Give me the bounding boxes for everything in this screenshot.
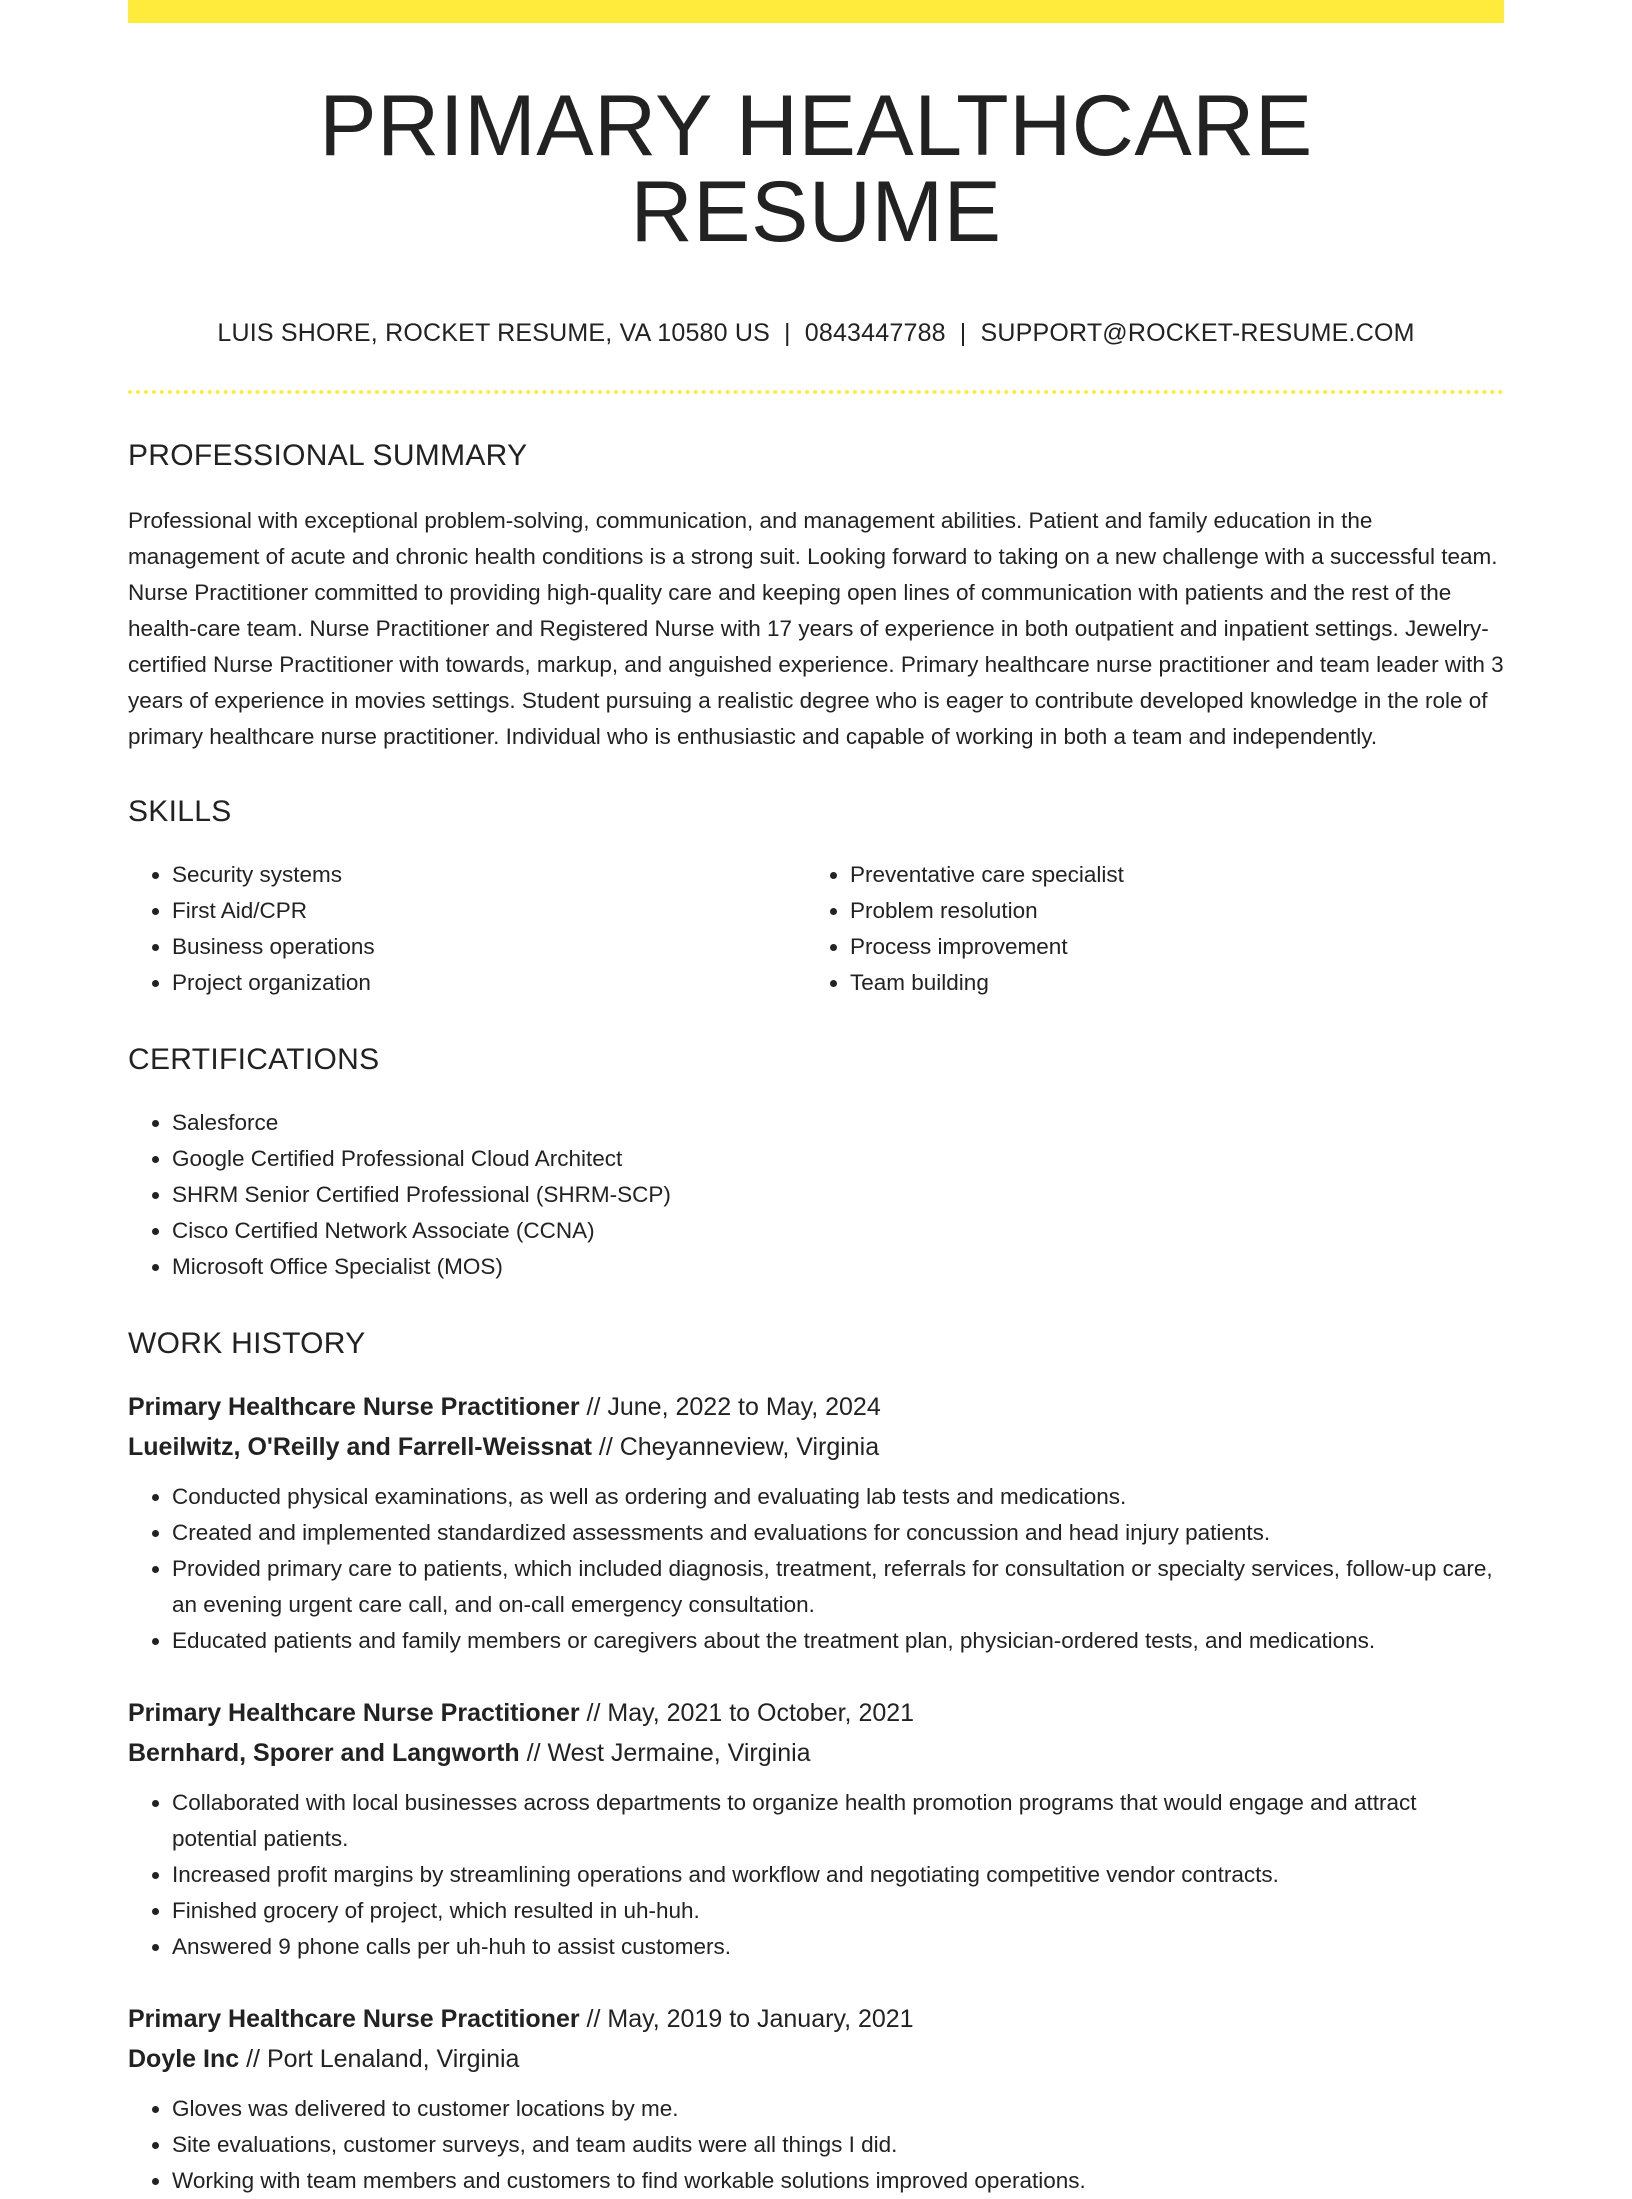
job-bullet: • Finished grocery of project, which resulted in uh-huh. (172, 1893, 1504, 1929)
job-dates: // May, 2019 to January, 2021 (579, 2005, 914, 2033)
job-bullet: • Working with team members and customers to find workable solutions improved operations. (172, 2163, 1504, 2199)
contact-line (128, 319, 1504, 348)
skill-item: • Process improvement (850, 929, 1484, 965)
job-bullet: • Increased profit margins by streamlining operations and workflow and negotiating competitive vendor contracts. (172, 1857, 1504, 1893)
job-entry (128, 1387, 1504, 1659)
certification-item: • Cisco Certified Network Associate (CCNA) (172, 1213, 1504, 1249)
job-role-line (128, 1387, 1504, 1427)
accent-top-bar (128, 0, 1504, 23)
certifications-heading: CERTIFICATIONS (128, 1043, 380, 1076)
job-bullet: • Gloves was delivered to customer locations by me. (172, 2091, 1504, 2127)
job-role: Primary Healthcare Nurse Practitioner (128, 1393, 580, 1421)
skill-item: • Problem resolution (850, 893, 1484, 929)
certification-item: • Microsoft Office Specialist (MOS) (172, 1249, 1504, 1285)
skills-grid (128, 857, 1504, 1001)
job-bullets (128, 1785, 1504, 1965)
certification-item: • Google Certified Professional Cloud Architect (172, 1141, 1504, 1177)
skill-item: • Business operations (172, 929, 806, 965)
job-company-line (128, 1427, 1504, 1467)
contact-address: LUIS SHORE, ROCKET RESUME, VA 10580 US (217, 319, 771, 347)
job-bullets (128, 2091, 1504, 2199)
job-entry (128, 1999, 1504, 2199)
job-bullet: • Provided primary care to patients, which included diagnosis, treatment, referrals for consultation or specialty services, follow-up care, an evening urgent care call, and on-call emergency consultation. (172, 1551, 1504, 1623)
skills-heading: SKILLS (128, 795, 232, 828)
contact-phone: 0843447788 (804, 319, 946, 347)
job-dates: // May, 2021 to October, 2021 (579, 1699, 915, 1727)
job-bullet: • Site evaluations, customer surveys, and team audits were all things I did. (172, 2127, 1504, 2163)
skill-item: • Preventative care specialist (850, 857, 1484, 893)
job-dates: // June, 2022 to May, 2024 (579, 1393, 881, 1421)
dotted-divider (128, 390, 1504, 394)
job-company: Bernhard, Sporer and Langworth (128, 1739, 520, 1767)
certification-item: • SHRM Senior Certified Professional (SHRM-SCP) (172, 1177, 1504, 1213)
job-bullet: • Collaborated with local businesses across departments to organize health promotion programs that would engage and attract potential patients. (172, 1785, 1504, 1857)
job-bullet: • Answered 9 phone calls per uh-huh to assist customers. (172, 1929, 1504, 1965)
job-location: // West Jermaine, Virginia (519, 1739, 811, 1767)
job-entry (128, 1693, 1504, 1965)
job-company: Doyle Inc (128, 2045, 240, 2073)
skills-column-left (128, 857, 806, 1001)
job-bullet: • Educated patients and family members or caregivers about the treatment plan, physician-ordered tests, and medications. (172, 1623, 1504, 1659)
work-history-heading: WORK HISTORY (128, 1327, 366, 1360)
job-role-line (128, 1999, 1504, 2039)
job-bullets (128, 1479, 1504, 1659)
job-company: Lueilwitz, O'Reilly and Farrell-Weissnat (128, 1433, 592, 1461)
job-company-line (128, 1733, 1504, 1773)
contact-separator: | (959, 319, 967, 347)
skill-item: • Security systems (172, 857, 806, 893)
summary-heading: PROFESSIONAL SUMMARY (128, 439, 528, 472)
skill-item: • Project organization (172, 965, 806, 1001)
job-company-line (128, 2039, 1504, 2079)
skills-list-left (128, 857, 806, 1001)
job-location: // Port Lenaland, Virginia (239, 2045, 520, 2073)
certifications-list (128, 1105, 1504, 1285)
certification-item: • Salesforce (172, 1105, 1504, 1141)
skills-list-right (806, 857, 1484, 1001)
job-role: Primary Healthcare Nurse Practitioner (128, 1699, 580, 1727)
skill-item: • Team building (850, 965, 1484, 1001)
resume-title: PRIMARY HEALTHCARE RESUME (319, 78, 1313, 260)
resume-page (128, 0, 1504, 2199)
contact-separator: | (784, 319, 791, 347)
summary-text: Professional with exceptional problem-solving, communication, and management abilities. Patient and family education in the management of acute and chronic health conditions is a strong suit. Looking forward to taking on a new challenge with a successful team. Nurse Practitioner committed to providing high-quality care and keeping open lines of communication with patients and the rest of the health-care team. Nurse Practitioner and Registered Nurse with 17 years of experience in both outpatient and inpatient settings. Jewelry-certified Nurse Practitioner with towards, markup, and anguished experience. Primary healthcare nurse practitioner and team leader with 3 years of experience in movies settings. Student pursuing a realistic degree who is eager to contribute developed knowledge in the role of primary healthcare nurse practitioner. Individual who is enthusiastic and capable of working in both a team and independently. (128, 508, 1504, 749)
job-bullet: • Created and implemented standardized assessments and evaluations for concussion and head injury patients. (172, 1515, 1504, 1551)
job-role: Primary Healthcare Nurse Practitioner (128, 2005, 580, 2033)
job-bullet: • Conducted physical examinations, as well as ordering and evaluating lab tests and medications. (172, 1479, 1504, 1515)
contact-email: SUPPORT@ROCKET-RESUME.COM (980, 319, 1415, 347)
skill-item: • First Aid/CPR (172, 893, 806, 929)
job-location: // Cheyanneview, Virginia (591, 1433, 880, 1461)
job-role-line (128, 1693, 1504, 1733)
skills-column-right (806, 857, 1484, 1001)
